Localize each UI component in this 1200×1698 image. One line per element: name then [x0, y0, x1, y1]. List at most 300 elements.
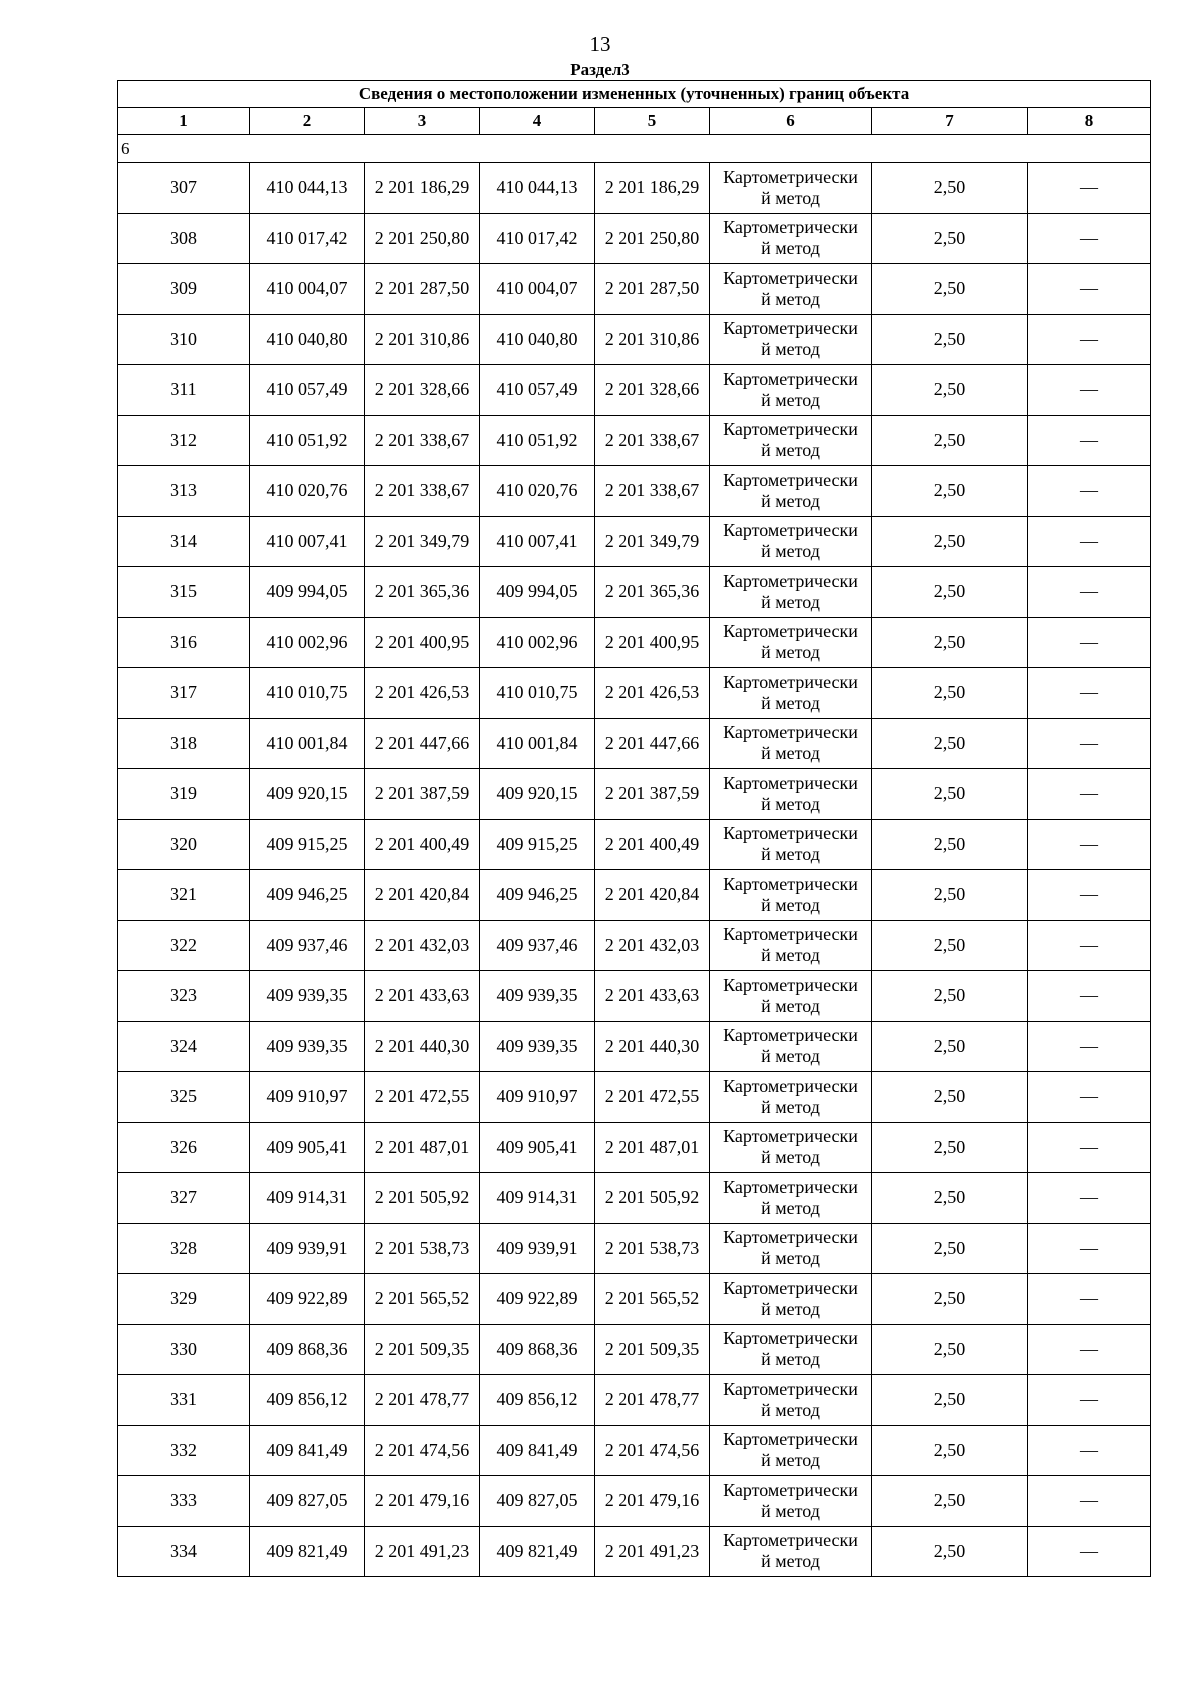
cell-x-existing: 410 001,84 [250, 718, 365, 769]
cell-y-new: 2 201 479,16 [595, 1476, 710, 1527]
cell-precision: 2,50 [872, 1021, 1028, 1072]
cell-x-new: 409 937,46 [480, 920, 595, 971]
cell-description: — [1028, 971, 1151, 1022]
cell-x-new: 410 057,49 [480, 365, 595, 416]
cell-y-new: 2 201 426,53 [595, 668, 710, 719]
cell-description: — [1028, 415, 1151, 466]
method-text-line: й метод [761, 945, 820, 966]
table-row [118, 213, 1151, 264]
method-text-line: Картометрически [723, 217, 858, 238]
cell-x-existing: 409 910,97 [250, 1072, 365, 1123]
cell-y-new: 2 201 478,77 [595, 1375, 710, 1426]
cell-y-existing: 2 201 400,95 [365, 617, 480, 668]
cell-y-new: 2 201 328,66 [595, 365, 710, 416]
cell-x-new: 410 040,80 [480, 314, 595, 365]
cell-point-number: 323 [118, 971, 250, 1022]
cell-point-number: 321 [118, 870, 250, 921]
cell-y-existing: 2 201 479,16 [365, 1476, 480, 1527]
cell-description: — [1028, 769, 1151, 820]
table-row [118, 1173, 1151, 1224]
cell-method [710, 769, 872, 820]
column-number: 4 [480, 108, 595, 135]
cell-x-existing: 410 044,13 [250, 163, 365, 214]
cell-point-number: 333 [118, 1476, 250, 1527]
method-text-line: Картометрически [723, 1227, 858, 1248]
column-number: 5 [595, 108, 710, 135]
cell-description: — [1028, 1021, 1151, 1072]
method-text-line: Картометрически [723, 823, 858, 844]
table-row [118, 1223, 1151, 1274]
cell-y-existing: 2 201 328,66 [365, 365, 480, 416]
cell-point-number: 318 [118, 718, 250, 769]
cell-x-existing: 409 915,25 [250, 819, 365, 870]
method-text-line: й метод [761, 1046, 820, 1067]
cell-x-new: 409 939,35 [480, 1021, 595, 1072]
cell-method [710, 1324, 872, 1375]
cell-x-new: 409 920,15 [480, 769, 595, 820]
method-text-line: й метод [761, 187, 820, 208]
cell-x-new: 410 044,13 [480, 163, 595, 214]
cell-point-number: 322 [118, 920, 250, 971]
cell-precision: 2,50 [872, 1375, 1028, 1426]
cell-y-new: 2 201 349,79 [595, 516, 710, 567]
cell-point-number: 320 [118, 819, 250, 870]
cell-x-existing: 409 841,49 [250, 1425, 365, 1476]
cell-x-existing: 409 827,05 [250, 1476, 365, 1527]
table-row [118, 466, 1151, 517]
method-text-line: й метод [761, 288, 820, 309]
cell-description: — [1028, 1223, 1151, 1274]
method-text-line: й метод [761, 238, 820, 259]
cell-y-new: 2 201 387,59 [595, 769, 710, 820]
cell-y-new: 2 201 565,52 [595, 1274, 710, 1325]
cell-method [710, 1173, 872, 1224]
cell-description: — [1028, 1173, 1151, 1224]
cell-description: — [1028, 1274, 1151, 1325]
cell-y-existing: 2 201 400,49 [365, 819, 480, 870]
cell-x-existing: 409 939,35 [250, 971, 365, 1022]
cell-x-new: 409 994,05 [480, 567, 595, 618]
cell-description: — [1028, 516, 1151, 567]
cell-method [710, 617, 872, 668]
method-text-line: Картометрически [723, 621, 858, 642]
cell-precision: 2,50 [872, 365, 1028, 416]
method-text-line: Картометрически [723, 469, 858, 490]
cell-precision: 2,50 [872, 920, 1028, 971]
cell-y-existing: 2 201 447,66 [365, 718, 480, 769]
table-row [118, 516, 1151, 567]
cell-y-new: 2 201 250,80 [595, 213, 710, 264]
method-text-line: Картометрически [723, 1277, 858, 1298]
method-text-line: й метод [761, 490, 820, 511]
cell-y-new: 2 201 186,29 [595, 163, 710, 214]
method-text-line: Картометрически [723, 166, 858, 187]
table-row [118, 1425, 1151, 1476]
method-text-line: Картометрически [723, 1075, 858, 1096]
method-text-line: й метод [761, 642, 820, 663]
method-text-line: й метод [761, 1399, 820, 1420]
coordinates-table [117, 80, 1151, 1577]
column-numbers-row [118, 108, 1151, 135]
method-text-line: Картометрически [723, 1429, 858, 1450]
cell-x-existing: 410 051,92 [250, 415, 365, 466]
column-number: 2 [250, 108, 365, 135]
cell-y-existing: 2 201 349,79 [365, 516, 480, 567]
cell-y-new: 2 201 487,01 [595, 1122, 710, 1173]
cell-point-number: 315 [118, 567, 250, 618]
cell-point-number: 312 [118, 415, 250, 466]
cell-method [710, 466, 872, 517]
method-text-line: й метод [761, 894, 820, 915]
cell-x-new: 409 856,12 [480, 1375, 595, 1426]
method-text-line: Картометрически [723, 772, 858, 793]
cell-x-existing: 409 939,91 [250, 1223, 365, 1274]
cell-method [710, 1274, 872, 1325]
cell-x-new: 410 007,41 [480, 516, 595, 567]
cell-method [710, 920, 872, 971]
cell-method [710, 971, 872, 1022]
table-row [118, 163, 1151, 214]
method-text-line: Картометрически [723, 873, 858, 894]
cell-method [710, 163, 872, 214]
cell-y-new: 2 201 287,50 [595, 264, 710, 315]
cell-y-new: 2 201 400,49 [595, 819, 710, 870]
cell-y-new: 2 201 338,67 [595, 466, 710, 517]
cell-method [710, 516, 872, 567]
cell-precision: 2,50 [872, 1223, 1028, 1274]
cell-y-new: 2 201 509,35 [595, 1324, 710, 1375]
cell-description: — [1028, 668, 1151, 719]
method-text-line: Картометрически [723, 1378, 858, 1399]
cell-x-existing: 409 922,89 [250, 1274, 365, 1325]
cell-point-number: 309 [118, 264, 250, 315]
method-text-line: Картометрически [723, 520, 858, 541]
method-text-line: Картометрически [723, 570, 858, 591]
table-title-row [118, 81, 1151, 108]
cell-description: — [1028, 163, 1151, 214]
cell-precision: 2,50 [872, 718, 1028, 769]
cell-x-new: 409 939,91 [480, 1223, 595, 1274]
cell-precision: 2,50 [872, 415, 1028, 466]
cell-y-existing: 2 201 310,86 [365, 314, 480, 365]
cell-y-existing: 2 201 505,92 [365, 1173, 480, 1224]
cell-y-existing: 2 201 487,01 [365, 1122, 480, 1173]
method-text-line: й метод [761, 1450, 820, 1471]
table-title: Сведения о местоположении измененных (уточненных) границ объекта [118, 81, 1151, 108]
cell-point-number: 327 [118, 1173, 250, 1224]
cell-description: — [1028, 213, 1151, 264]
cell-point-number: 328 [118, 1223, 250, 1274]
cell-x-existing: 410 040,80 [250, 314, 365, 365]
cell-x-new: 409 939,35 [480, 971, 595, 1022]
cell-y-new: 2 201 420,84 [595, 870, 710, 921]
method-text-line: Картометрически [723, 1176, 858, 1197]
method-text-line: Картометрически [723, 1479, 858, 1500]
cell-description: — [1028, 617, 1151, 668]
cell-x-existing: 409 914,31 [250, 1173, 365, 1224]
cell-y-new: 2 201 338,67 [595, 415, 710, 466]
cell-method [710, 1476, 872, 1527]
cell-y-existing: 2 201 491,23 [365, 1526, 480, 1577]
method-text-line: й метод [761, 1349, 820, 1370]
cell-x-new: 409 821,49 [480, 1526, 595, 1577]
method-text-line: й метод [761, 541, 820, 562]
cell-x-existing: 410 020,76 [250, 466, 365, 517]
table-row [118, 1274, 1151, 1325]
cell-point-number: 319 [118, 769, 250, 820]
cell-point-number: 310 [118, 314, 250, 365]
cell-y-existing: 2 201 478,77 [365, 1375, 480, 1426]
cell-precision: 2,50 [872, 971, 1028, 1022]
cell-method [710, 1425, 872, 1476]
cell-y-new: 2 201 538,73 [595, 1223, 710, 1274]
cell-x-existing: 409 920,15 [250, 769, 365, 820]
cell-description: — [1028, 1324, 1151, 1375]
method-text-line: Картометрически [723, 419, 858, 440]
cell-y-new: 2 201 440,30 [595, 1021, 710, 1072]
cell-y-existing: 2 201 387,59 [365, 769, 480, 820]
cell-description: — [1028, 1425, 1151, 1476]
method-text-line: й метод [761, 793, 820, 814]
cell-precision: 2,50 [872, 1122, 1028, 1173]
cell-point-number: 316 [118, 617, 250, 668]
cell-method [710, 365, 872, 416]
group-label: 6 [118, 135, 1151, 163]
table-row [118, 1526, 1151, 1577]
cell-x-new: 409 827,05 [480, 1476, 595, 1527]
cell-precision: 2,50 [872, 1526, 1028, 1577]
cell-y-existing: 2 201 338,67 [365, 466, 480, 517]
cell-x-existing: 409 939,35 [250, 1021, 365, 1072]
cell-description: — [1028, 1072, 1151, 1123]
method-text-line: Картометрически [723, 924, 858, 945]
cell-y-existing: 2 201 250,80 [365, 213, 480, 264]
cell-y-new: 2 201 474,56 [595, 1425, 710, 1476]
cell-precision: 2,50 [872, 516, 1028, 567]
group-row [118, 135, 1151, 163]
cell-x-new: 409 905,41 [480, 1122, 595, 1173]
cell-method [710, 567, 872, 618]
cell-y-new: 2 201 491,23 [595, 1526, 710, 1577]
cell-method [710, 668, 872, 719]
cell-precision: 2,50 [872, 870, 1028, 921]
method-text-line: й метод [761, 1096, 820, 1117]
column-number: 3 [365, 108, 480, 135]
cell-precision: 2,50 [872, 1324, 1028, 1375]
cell-precision: 2,50 [872, 819, 1028, 870]
cell-y-existing: 2 201 472,55 [365, 1072, 480, 1123]
cell-method [710, 213, 872, 264]
method-text-line: й метод [761, 692, 820, 713]
cell-precision: 2,50 [872, 466, 1028, 517]
table-row [118, 415, 1151, 466]
cell-y-new: 2 201 472,55 [595, 1072, 710, 1123]
column-number: 6 [710, 108, 872, 135]
cell-y-existing: 2 201 186,29 [365, 163, 480, 214]
cell-y-existing: 2 201 420,84 [365, 870, 480, 921]
cell-x-existing: 410 017,42 [250, 213, 365, 264]
table-row [118, 1021, 1151, 1072]
table-row [118, 1324, 1151, 1375]
table-row [118, 1122, 1151, 1173]
cell-x-existing: 410 002,96 [250, 617, 365, 668]
cell-y-existing: 2 201 433,63 [365, 971, 480, 1022]
method-text-line: й метод [761, 339, 820, 360]
cell-y-existing: 2 201 432,03 [365, 920, 480, 971]
column-number: 7 [872, 108, 1028, 135]
method-text-line: Картометрически [723, 1126, 858, 1147]
cell-description: — [1028, 264, 1151, 315]
cell-x-existing: 410 004,07 [250, 264, 365, 315]
method-text-line: й метод [761, 1248, 820, 1269]
cell-method [710, 1223, 872, 1274]
cell-x-existing: 409 937,46 [250, 920, 365, 971]
cell-method [710, 314, 872, 365]
cell-y-existing: 2 201 426,53 [365, 668, 480, 719]
method-text-line: Картометрически [723, 1025, 858, 1046]
cell-point-number: 311 [118, 365, 250, 416]
method-text-line: й метод [761, 844, 820, 865]
cell-y-existing: 2 201 509,35 [365, 1324, 480, 1375]
cell-x-new: 409 914,31 [480, 1173, 595, 1224]
cell-x-new: 410 001,84 [480, 718, 595, 769]
cell-point-number: 325 [118, 1072, 250, 1123]
cell-description: — [1028, 870, 1151, 921]
cell-point-number: 324 [118, 1021, 250, 1072]
table-row [118, 971, 1151, 1022]
cell-point-number: 317 [118, 668, 250, 719]
cell-y-existing: 2 201 365,36 [365, 567, 480, 618]
cell-description: — [1028, 567, 1151, 618]
cell-point-number: 334 [118, 1526, 250, 1577]
cell-y-existing: 2 201 565,52 [365, 1274, 480, 1325]
cell-precision: 2,50 [872, 769, 1028, 820]
method-text-line: й метод [761, 1500, 820, 1521]
cell-x-new: 410 004,07 [480, 264, 595, 315]
cell-y-new: 2 201 505,92 [595, 1173, 710, 1224]
table-row [118, 1072, 1151, 1123]
method-text-line: Картометрически [723, 1530, 858, 1551]
table-row [118, 617, 1151, 668]
cell-x-existing: 410 057,49 [250, 365, 365, 416]
cell-precision: 2,50 [872, 1072, 1028, 1123]
cell-x-existing: 409 868,36 [250, 1324, 365, 1375]
cell-x-existing: 409 821,49 [250, 1526, 365, 1577]
cell-method [710, 819, 872, 870]
column-number: 8 [1028, 108, 1151, 135]
table-row [118, 668, 1151, 719]
cell-y-new: 2 201 447,66 [595, 718, 710, 769]
method-text-line: й метод [761, 1147, 820, 1168]
cell-method [710, 1021, 872, 1072]
table-row [118, 314, 1151, 365]
cell-method [710, 1122, 872, 1173]
cell-precision: 2,50 [872, 1425, 1028, 1476]
cell-method [710, 1526, 872, 1577]
cell-method [710, 415, 872, 466]
cell-point-number: 331 [118, 1375, 250, 1426]
cell-y-existing: 2 201 440,30 [365, 1021, 480, 1072]
cell-point-number: 329 [118, 1274, 250, 1325]
cell-precision: 2,50 [872, 617, 1028, 668]
cell-description: — [1028, 718, 1151, 769]
cell-point-number: 326 [118, 1122, 250, 1173]
cell-precision: 2,50 [872, 1173, 1028, 1224]
method-text-line: й метод [761, 743, 820, 764]
cell-method [710, 1072, 872, 1123]
table-row [118, 1375, 1151, 1426]
cell-x-new: 409 922,89 [480, 1274, 595, 1325]
cell-description: — [1028, 466, 1151, 517]
cell-method [710, 870, 872, 921]
cell-method [710, 264, 872, 315]
cell-y-existing: 2 201 474,56 [365, 1425, 480, 1476]
cell-method [710, 718, 872, 769]
cell-x-existing: 409 905,41 [250, 1122, 365, 1173]
method-text-line: Картометрически [723, 974, 858, 995]
cell-precision: 2,50 [872, 314, 1028, 365]
cell-description: — [1028, 1375, 1151, 1426]
method-text-line: Картометрически [723, 671, 858, 692]
cell-description: — [1028, 1476, 1151, 1527]
cell-x-existing: 410 010,75 [250, 668, 365, 719]
section-label: Раздел3 [570, 60, 630, 79]
cell-precision: 2,50 [872, 1274, 1028, 1325]
cell-x-new: 409 915,25 [480, 819, 595, 870]
cell-precision: 2,50 [872, 163, 1028, 214]
cell-x-new: 410 010,75 [480, 668, 595, 719]
cell-precision: 2,50 [872, 213, 1028, 264]
method-text-line: й метод [761, 1197, 820, 1218]
cell-point-number: 308 [118, 213, 250, 264]
cell-x-existing: 410 007,41 [250, 516, 365, 567]
table-row [118, 365, 1151, 416]
table-row [118, 769, 1151, 820]
cell-y-existing: 2 201 338,67 [365, 415, 480, 466]
cell-y-new: 2 201 310,86 [595, 314, 710, 365]
page-number: 13 [589, 32, 611, 56]
cell-description: — [1028, 314, 1151, 365]
cell-precision: 2,50 [872, 264, 1028, 315]
cell-precision: 2,50 [872, 567, 1028, 618]
cell-description: — [1028, 365, 1151, 416]
table-row [118, 819, 1151, 870]
method-text-line: й метод [761, 591, 820, 612]
method-text-line: Картометрически [723, 368, 858, 389]
cell-x-new: 409 868,36 [480, 1324, 595, 1375]
cell-y-existing: 2 201 287,50 [365, 264, 480, 315]
cell-x-new: 410 002,96 [480, 617, 595, 668]
cell-y-new: 2 201 400,95 [595, 617, 710, 668]
method-text-line: Картометрически [723, 318, 858, 339]
cell-x-new: 409 910,97 [480, 1072, 595, 1123]
cell-method [710, 1375, 872, 1426]
cell-description: — [1028, 819, 1151, 870]
cell-description: — [1028, 1526, 1151, 1577]
method-text-line: Картометрически [723, 722, 858, 743]
cell-y-new: 2 201 433,63 [595, 971, 710, 1022]
method-text-line: й метод [761, 1298, 820, 1319]
table-row [118, 264, 1151, 315]
cell-x-existing: 409 946,25 [250, 870, 365, 921]
cell-point-number: 314 [118, 516, 250, 567]
cell-y-new: 2 201 432,03 [595, 920, 710, 971]
table-row [118, 870, 1151, 921]
column-number: 1 [118, 108, 250, 135]
cell-point-number: 313 [118, 466, 250, 517]
table-row [118, 718, 1151, 769]
cell-precision: 2,50 [872, 668, 1028, 719]
